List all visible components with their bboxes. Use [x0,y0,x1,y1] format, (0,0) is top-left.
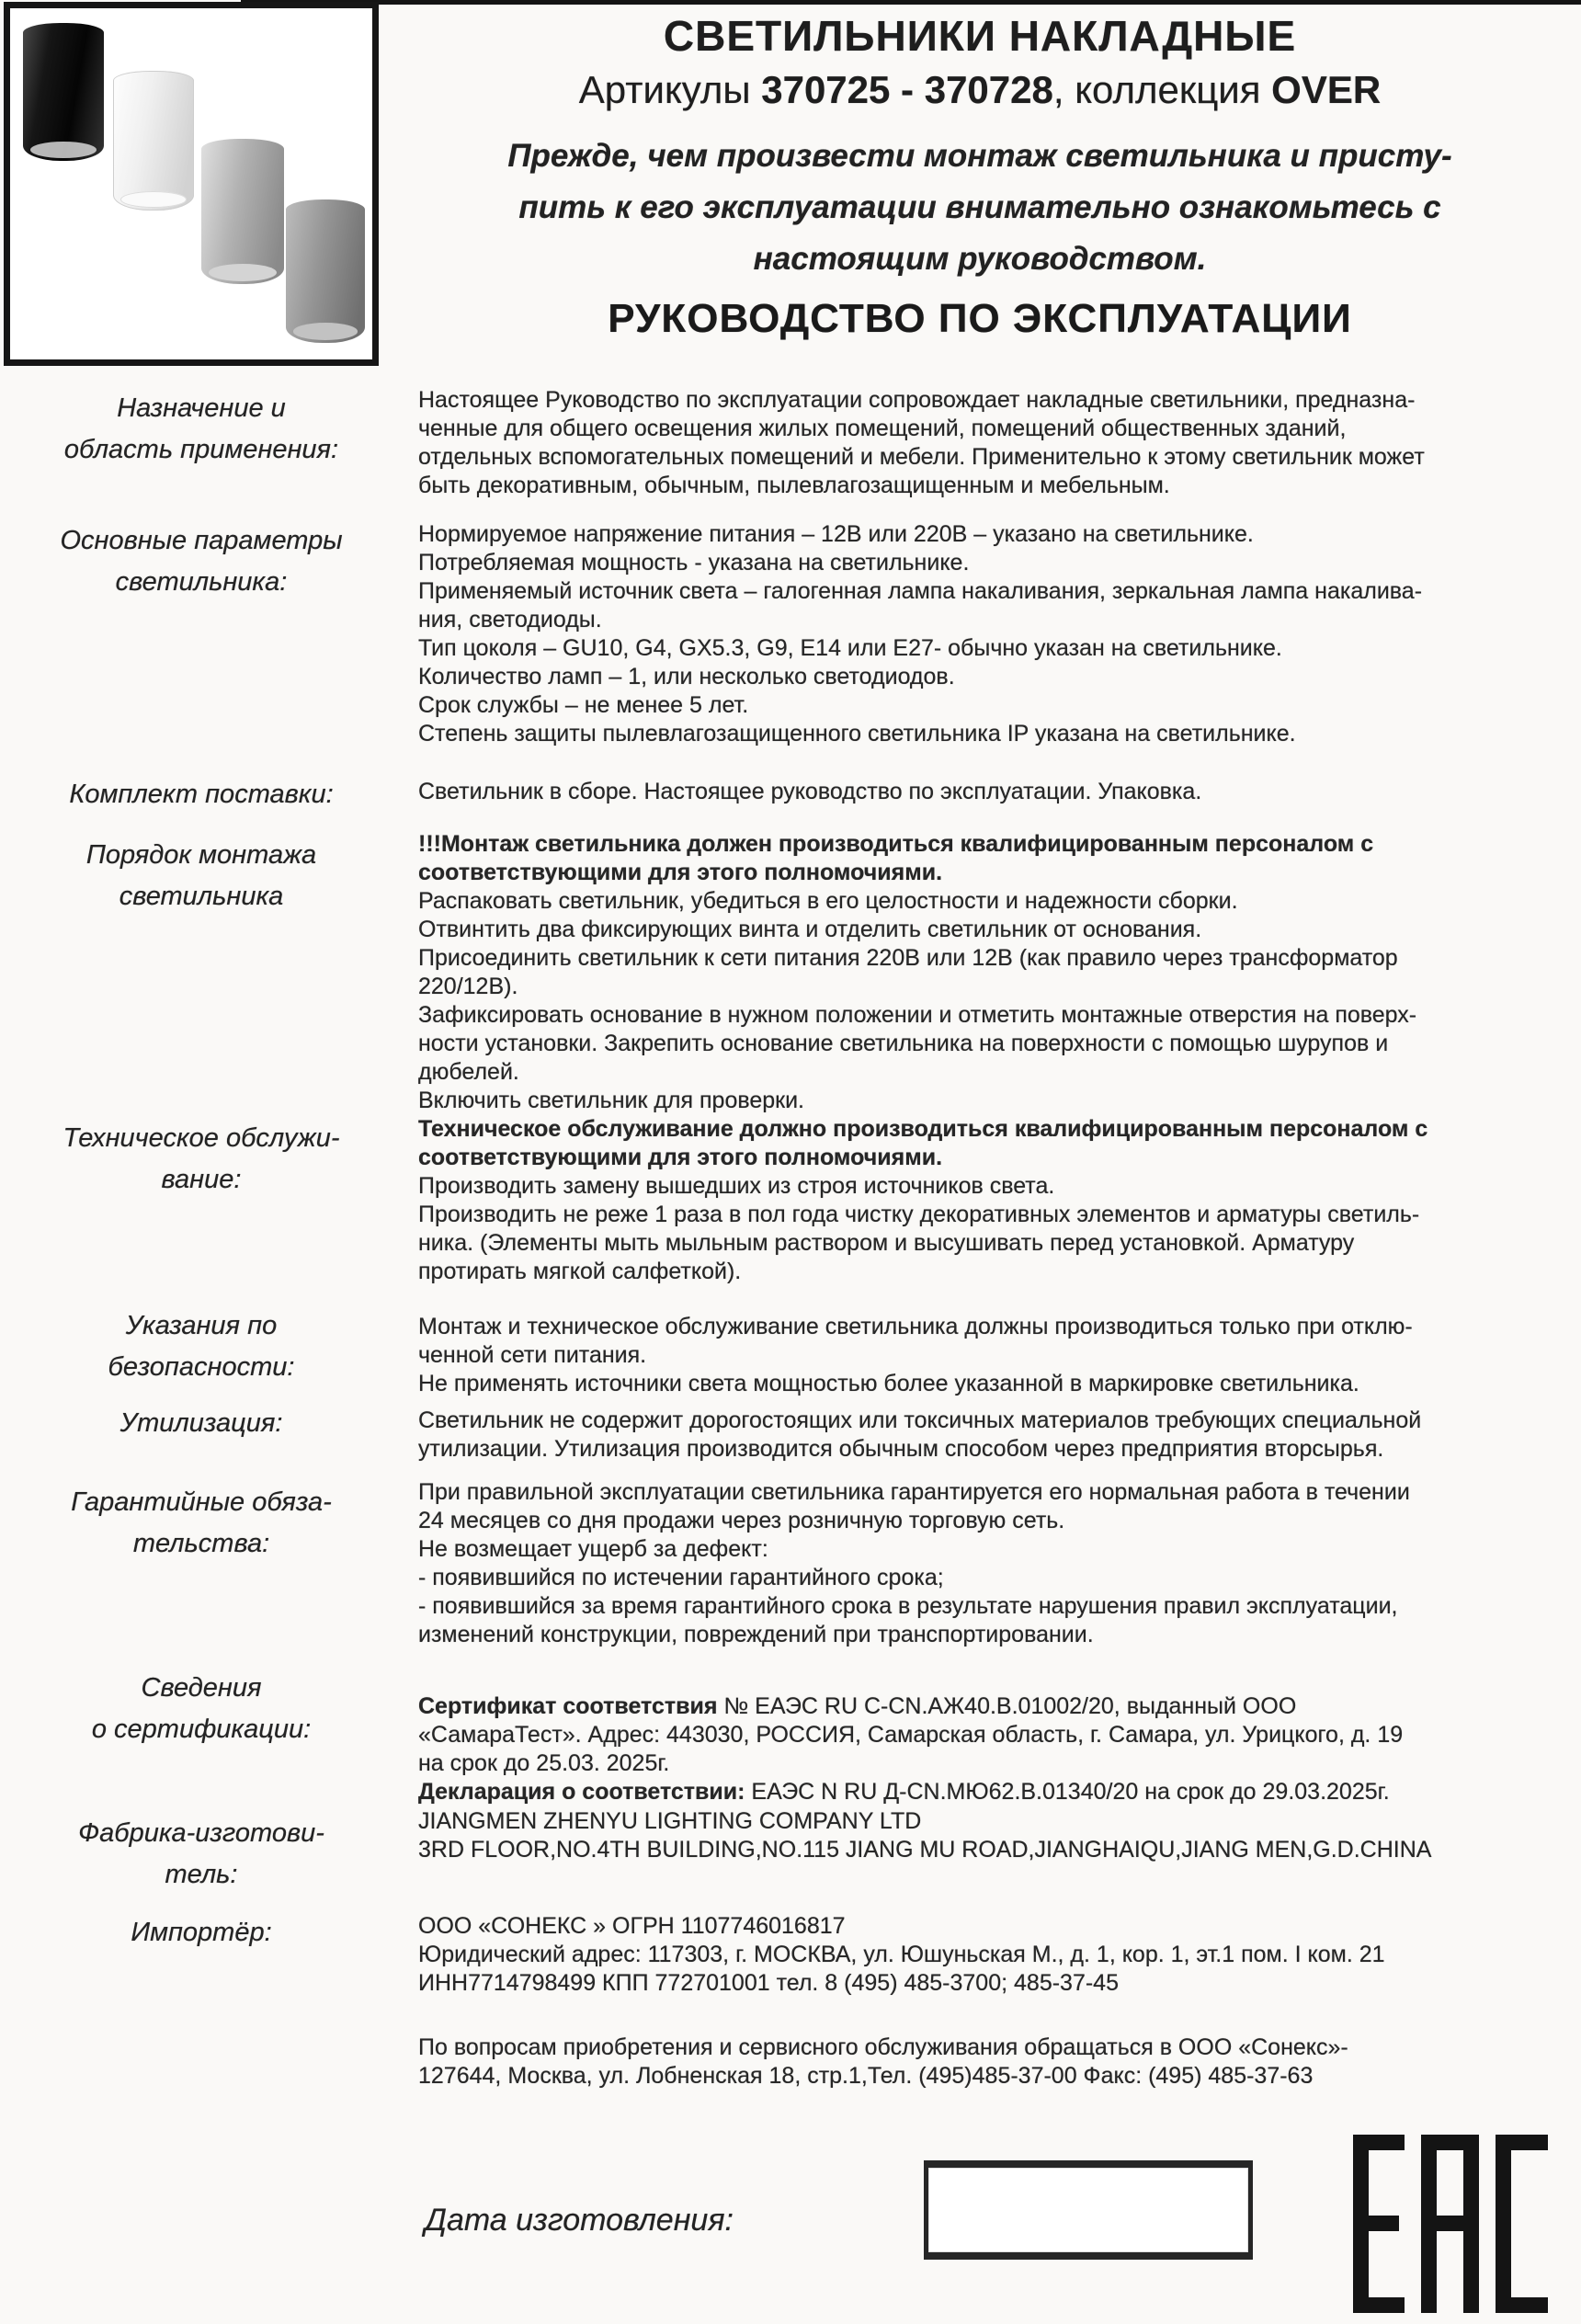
section-label-line: Импортёр: [131,1918,272,1947]
section-body-line: При правильной эксплуатации светильника гарантируется его нормальная работа в течении [418,1479,1410,1505]
section-label-line: Гарантийные обяза- [71,1487,332,1517]
section-body [418,830,1572,1115]
articles-label: Артикулы [578,68,762,111]
section-body-line: отдельных вспомогательных помещений и мебели. Применительно к этому светильник может [418,444,1425,470]
section-body-line: утилизации. Утилизация производится обычным способом через предприятия вторсырья. [418,1436,1384,1462]
section-label [0,388,403,471]
section-body-line: быть декоративным, обычным, пылевлагозащищенным и мебельным. [418,473,1170,498]
section-label-line: Указания по [125,1311,278,1340]
section-body [418,778,1572,806]
safety-notice [386,131,1574,285]
section-body-line: 127644, Москва, ул. Лобненская 18, стр.1,Тел. (495)485-37-00 Факс: (495) 485-37-63 [418,2063,1314,2089]
section-body-line: Применяемый источник света – галогенная лампа накаливания, зеркальная лампа накалива- [418,578,1423,604]
section-body [418,2034,1572,2090]
section-body [418,1692,1572,1806]
section-label-line: Сведения [141,1673,262,1703]
section-body-line: Отвинтить два фиксирующих винта и отделить светильник от основания. [418,917,1202,942]
section-label [0,1118,403,1201]
section-label-line: светильника [119,882,284,911]
section-label [0,1912,403,1954]
manual-title: РУКОВОДСТВО ПО ЭКСПЛУАТАЦИИ [608,296,1352,341]
section-body-line: 3RD FLOOR,NO.4TH BUILDING,NO.115 JIANG MU ROAD,JIANGHAIQU,JIANG MEN,G.D.CHINA [418,1837,1432,1863]
section-label-line: Утилизация: [119,1408,283,1438]
section-label-line: Комплект поставки: [69,780,334,809]
product-cylinder-silver-image [201,139,284,284]
section-body-line: соответствующими для этого полномочиями. [418,860,943,885]
section-body-line: Декларация о соответствии: ЕАЭС N RU Д-CN.МЮ62.В.01340/20 на срок до 29.03.2025г. [418,1779,1390,1805]
section-body-line: ности установки. Закрепить основание светильника на поверхности с помощью шурупов и [418,1031,1389,1056]
articles-line [386,68,1574,112]
section-label [0,1668,403,1750]
eac-certification-mark-icon [1353,2135,1548,2313]
section-body-line: Производить замену вышедших из строя источников света. [418,1173,1055,1199]
manufacture-date-label: Дата изготовления: [425,2203,734,2238]
section-body-line: изменений конструкции, повреждений при транспортировании. [418,1622,1094,1647]
product-photo [4,2,379,366]
section-body-line: Потребляемая мощность - указана на светильнике. [418,550,970,575]
section-body-line: Монтаж и техническое обслуживание светильника должны производиться только при отклю- [418,1314,1413,1339]
section-body-line: Не возмещает ущерб за дефект: [418,1536,768,1562]
section-body [418,1313,1572,1398]
section-body-line: ченные для общего освещения жилых помещений, помещений общественных зданий, [418,416,1347,441]
section-label [0,1813,403,1896]
section-body-line: Светильник не содержит дорогостоящих или токсичных материалов требующих специальной [418,1407,1422,1433]
section-label-line: о сертификации: [91,1715,312,1744]
section-body-line: Не применять источники света мощностью более указанной в маркировке светильника. [418,1371,1359,1396]
product-cylinder-white-image [113,71,194,211]
notice-line: Прежде, чем произвести монтаж светильника и присту- [507,138,1452,174]
page-top-rule [241,0,1581,5]
section-label-line: область применения: [63,435,339,464]
section-body-line: Присоединить светильник к сети питания 220В или 12В (как правило через трансформатор [418,945,1398,971]
section-body-line: По вопросам приобретения и сервисного обслуживания обращаться в ООО «Сонекс»- [418,2034,1348,2060]
section-body-line: - появившийся за время гарантийного срока в результате нарушения правил эксплуатации, [418,1593,1398,1619]
section-body-line: соответствующими для этого полномочиями. [418,1145,943,1170]
section-body-line: JIANGMEN ZHENYU LIGHTING COMPANY LTD [418,1808,922,1834]
section-label-line: Порядок монтажа [85,840,317,870]
notice-line: пить к его эксплуатации внимательно ознакомьтесь с [518,189,1441,225]
section-label [0,774,403,815]
section-body-line: Распаковать светильник, убедиться в его целостности и надежности сборки. [418,888,1238,914]
product-cylinder-gray-image [286,199,365,343]
section-label [0,1403,403,1444]
section-body-line: - появившийся по истечении гарантийного срока; [418,1565,944,1590]
section-body-line: «СамараТест». Адрес: 443030, РОССИЯ, Самарская область, г. Самара, ул. Урицкого, д. 19 [418,1722,1404,1748]
section-body-line: Количество ламп – 1, или несколько светодиодов. [418,664,955,689]
section-body-line: Сертификат соответствия № ЕАЭС RU С-CN.АЖ40.В.01002/20, выданный ООО [418,1693,1297,1719]
section-body [418,386,1572,500]
section-body-line: Зафиксировать основание в нужном положении и отметить монтажные отверстия на поверх- [418,1002,1417,1028]
section-label-line: Назначение и [117,393,286,423]
section-label-line: Фабрика-изготови- [78,1818,324,1848]
section-label [0,1305,403,1388]
section-label-line: тельства: [132,1529,270,1558]
section-body-line: дюбелей. [418,1059,519,1085]
collection-name: OVER [1271,68,1382,111]
section-label-line: светильника: [115,567,288,597]
section-label [0,520,403,603]
section-label-line: вание: [161,1165,242,1194]
section-body [418,520,1572,748]
section-label [0,835,403,917]
section-body [418,1807,1572,1864]
section-body-line: Нормируемое напряжение питания – 12В или 220В – указано на светильнике. [418,521,1254,547]
section-body-line: Настоящее Руководство по эксплуатации сопровождает накладные светильники, предназна- [418,387,1416,413]
section-label [0,1482,403,1565]
collection-label: , коллекция [1052,68,1272,111]
section-label-line: Техническое обслужи- [63,1123,340,1153]
articles-range: 370725 - 370728 [761,68,1053,111]
section-body-line: Техническое обслуживание должно производиться квалифицированным персоналом с [418,1116,1428,1142]
section-body-line: 220/12В). [418,974,518,999]
section-body [418,1478,1572,1649]
section-body-line: ния, светодиоды. [418,607,602,632]
section-body-line: Юридический адрес: 117303, г. МОСКВА, ул. Юшуньская М., д. 1, кор. 1, эт.1 пом. I ком. 21 [418,1942,1385,1967]
section-body-line: Включить светильник для проверки. [418,1088,805,1113]
manufacture-date-box [924,2160,1253,2260]
section-body-line: ИНН7714798499 КПП 772701001 тел. 8 (495) 485-3700; 485-37-45 [418,1970,1119,1996]
section-body-line: Степень защиты пылевлагозащищенного светильника IP указана на светильнике. [418,721,1296,746]
section-label-line: безопасности: [108,1352,295,1382]
section-body-line: протирать мягкой салфеткой). [418,1259,742,1284]
section-body-line: ООО «СОНЕКС » ОГРН 1107746016817 [418,1913,846,1939]
section-body-line: !!!Монтаж светильника должен производиться квалифицированным персоналом с [418,831,1374,857]
section-body-line: 24 месяцев со дня продажи через розничную торговую сеть. [418,1508,1065,1533]
section-body-line: Светильник в сборе. Настоящее руководство по эксплуатации. Упаковка. [418,779,1202,804]
section-body [418,1912,1572,1998]
section-body-line: на срок до 25.03. 2025г. [418,1750,670,1776]
section-label-line: тель: [165,1860,238,1889]
section-body-line: ченной сети питания. [418,1342,647,1368]
product-cylinder-black-image [23,23,104,161]
document-title: СВЕТИЛЬНИКИ НАКЛАДНЫЕ [663,12,1297,60]
notice-line: настоящим руководством. [753,241,1207,277]
section-label-line: Основные параметры [60,526,343,555]
section-body [418,1407,1572,1464]
section-body-line: Производить не реже 1 раза в пол года чистку декоративных элементов и арматуры светиль- [418,1202,1420,1227]
section-body-line: Срок службы – не менее 5 лет. [418,692,749,718]
section-body-line: ника. (Элементы мыть мыльным раствором и высушивать перед установкой. Арматуру [418,1230,1355,1256]
section-body [418,1115,1572,1286]
section-body-line: Тип цоколя – GU10, G4, GX5.3, G9, Е14 или Е27- обычно указан на светильнике. [418,635,1282,661]
